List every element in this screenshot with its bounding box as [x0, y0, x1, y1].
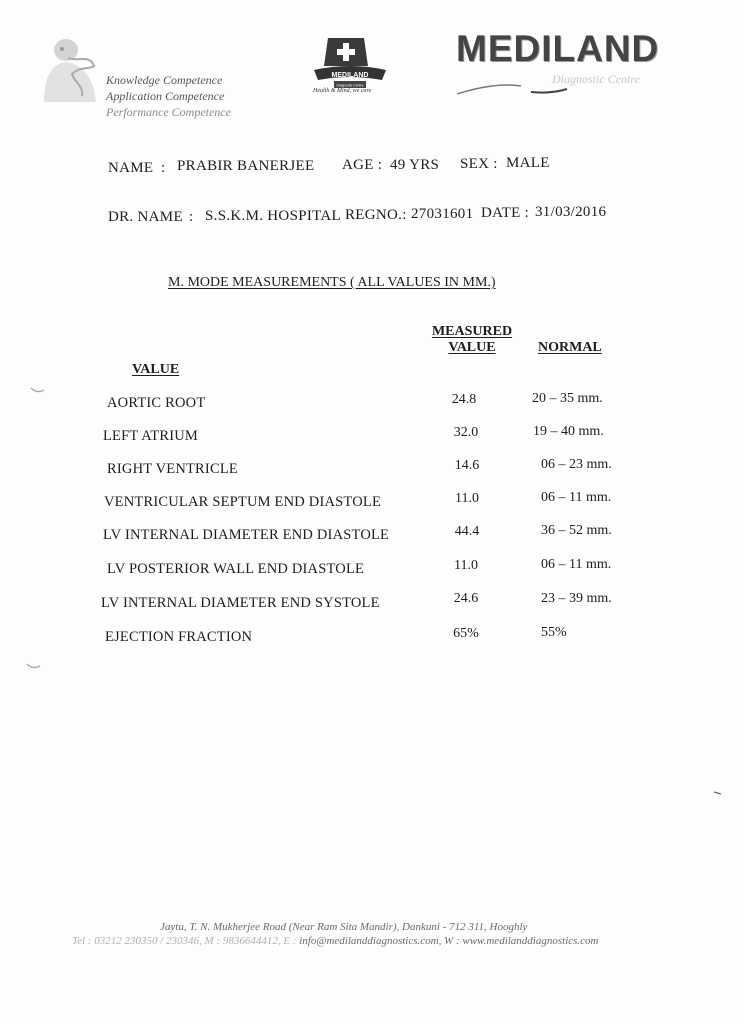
regno-value: 27031601: [411, 206, 474, 222]
measured-column-header: MEASURED VALUE: [431, 324, 513, 355]
brand-swoosh-icon: [455, 80, 575, 98]
brand-wordmark: MEDILAND: [456, 28, 660, 69]
row-measured: 32.0: [453, 425, 479, 440]
scan-speck: [712, 788, 724, 798]
row-normal: 23 – 39 mm.: [541, 591, 612, 606]
tagline-2: Application Competence: [106, 89, 225, 103]
value-column-header: VALUE: [132, 362, 180, 377]
age-label: AGE :: [342, 157, 383, 173]
row-measured: 11.0: [454, 558, 478, 573]
row-label: LEFT ATRIUM: [103, 428, 198, 444]
row-normal: 55%: [541, 625, 567, 640]
sex-value: MALE: [506, 155, 550, 171]
sex-label: SEX :: [460, 156, 498, 172]
row-label: LV POSTERIOR WALL END DIASTOLE: [107, 561, 365, 577]
tagline-1: Knowledge Competence: [106, 73, 223, 87]
row-normal: 19 – 40 mm.: [533, 424, 604, 439]
age-value: 49 YRS: [390, 157, 440, 173]
dr-name-label: DR. NAME: [108, 209, 183, 225]
regno-label: REGNO.:: [345, 207, 407, 223]
emblem-tagline: Health & Mind, we care: [313, 88, 372, 94]
name-label: NAME: [108, 160, 154, 176]
tagline-3: Performance Competence: [106, 105, 231, 119]
row-label: AORTIC ROOT: [107, 395, 206, 411]
row-label: RIGHT VENTRICLE: [107, 461, 238, 477]
punch-hole-mark: [28, 380, 48, 396]
mediland-emblem-logo: [310, 36, 390, 96]
person-silhouette-icon: [38, 36, 100, 102]
dr-name-value: S.S.K.M. HOSPITAL: [205, 208, 342, 224]
footer-address: Jaytu, T. N. Mukherjee Road (Near Ram Sita Mandir), Dankuni - 712 311, Hooghly: [160, 921, 528, 933]
row-normal: 06 – 23 mm.: [541, 457, 612, 472]
report-title: M. MODE MEASUREMENTS ( ALL VALUES IN MM.): [168, 275, 496, 290]
brand-subtitle: Diagnostic Centre: [552, 72, 640, 86]
row-normal: 20 – 35 mm.: [532, 391, 603, 406]
row-normal: 36 – 52 mm.: [541, 523, 612, 538]
row-normal: 06 – 11 mm.: [541, 490, 612, 505]
emblem-label: MEDILAND: [331, 72, 369, 79]
row-measured: 44.4: [454, 524, 480, 539]
footer-contact: Tel : 03212 230350 / 230346, M : 9836644412, E : info@medilanddiagnostics.com, W : www.medilanddiagnostics.com: [72, 935, 599, 947]
row-label: EJECTION FRACTION: [105, 629, 253, 645]
date-value: 31/03/2016: [535, 204, 607, 220]
row-label: LV INTERNAL DIAMETER END SYSTOLE: [101, 595, 380, 611]
row-measured: 11.0: [455, 491, 479, 506]
row-normal: 06 – 11 mm.: [541, 557, 612, 572]
row-measured: 14.6: [454, 458, 480, 473]
row-label: VENTRICULAR SEPTUM END DIASTOLE: [104, 494, 381, 510]
punch-hole-mark: [24, 656, 44, 672]
row-measured: 65%: [453, 626, 479, 641]
row-measured: 24.6: [453, 591, 479, 606]
row-label: LV INTERNAL DIAMETER END DIASTOLE: [103, 527, 390, 543]
normal-column-header: NORMAL: [538, 340, 602, 355]
patient-name: PRABIR BANERJEE: [177, 158, 315, 174]
row-measured: 24.8: [451, 392, 477, 407]
emblem-sublabel: Diagnostic Centre: [336, 83, 364, 88]
date-label: DATE :: [481, 205, 530, 221]
